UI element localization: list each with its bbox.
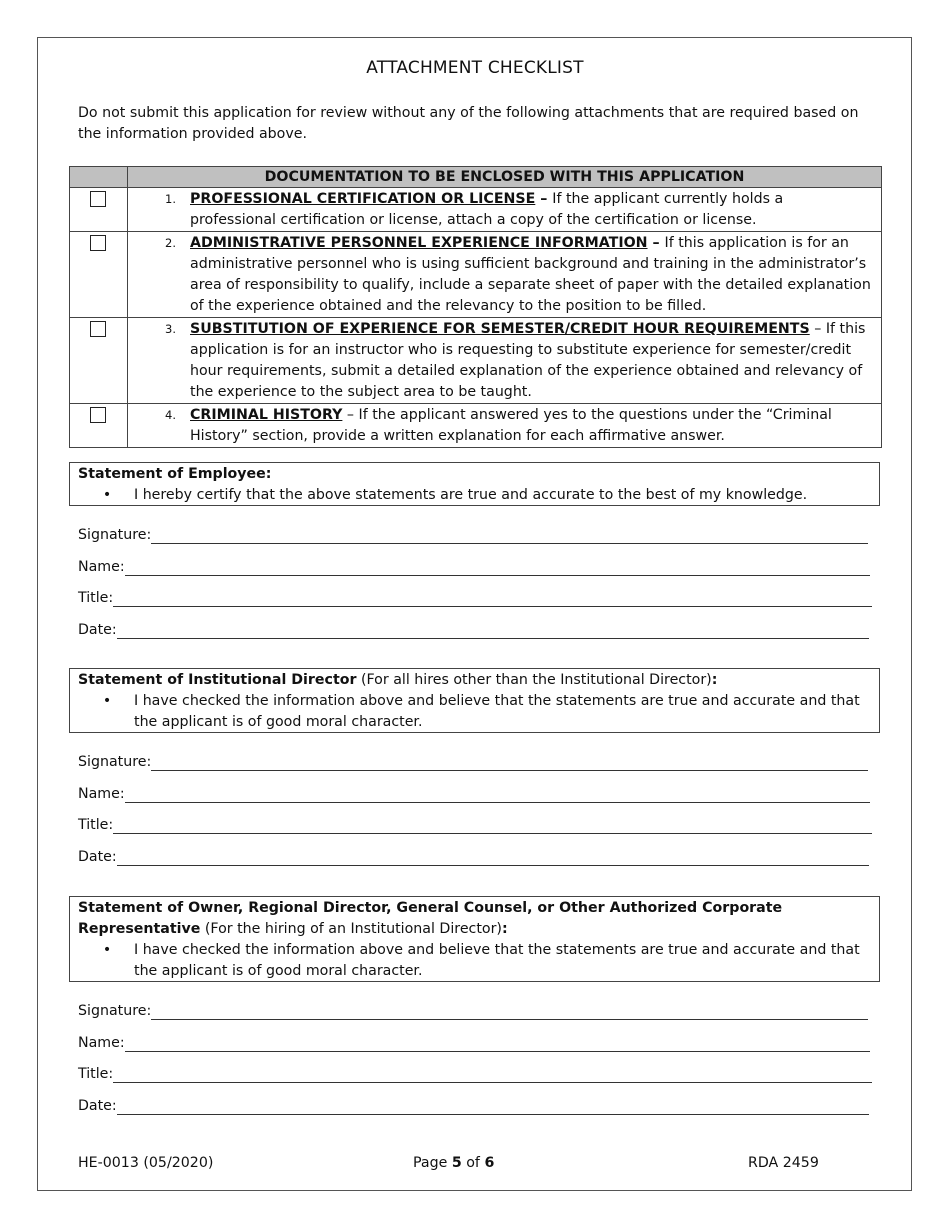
director-date-field[interactable]: Date: — [78, 848, 869, 866]
name-line[interactable] — [125, 561, 870, 576]
employee-title-field[interactable]: Title: — [78, 589, 872, 607]
table-header: DOCUMENTATION TO BE ENCLOSED WITH THIS APPLICATION — [128, 167, 882, 188]
documentation-table — [69, 166, 882, 448]
item-description: If the applicant currently holds a professional certification or license, attach a copy of the certification or license. — [190, 191, 784, 228]
bullet-icon: • — [102, 693, 112, 709]
title-line[interactable] — [113, 1068, 872, 1083]
item-description: If the applicant answered yes to the questions under the “Criminal History” section, provide a written explanation for each affirmative answer. — [190, 407, 832, 444]
item-text: ADMINISTRATIVE PERSONNEL EXPERIENCE INFORMATION – If this application is for an administrative personnel who is using sufficient background and training in the administrator’s area of responsibility to qualify, include a separate sheet of paper with the detailed explanation of the experience obtained and the relevancy to the position to be filled. — [190, 235, 871, 314]
employee-statement-heading: Statement of Employee: — [78, 466, 272, 482]
table-row — [70, 318, 882, 404]
item-title: PROFESSIONAL CERTIFICATION OR LICENSE — [190, 191, 536, 207]
signature-line[interactable] — [151, 529, 868, 544]
checkbox-item-4[interactable] — [90, 407, 106, 423]
director-statement-text: I have checked the information above and believe that the statements are true and accurate and that the applicant is of good moral character. — [134, 693, 860, 730]
owner-title-field[interactable]: Title: — [78, 1065, 872, 1083]
page-title: ATTACHMENT CHECKLIST — [366, 58, 584, 78]
owner-statement-note: (For the hiring of an Institutional Director) — [200, 921, 502, 937]
item-title: ADMINISTRATIVE PERSONNEL EXPERIENCE INFORMATION — [190, 235, 648, 251]
director-name-field[interactable]: Name: — [78, 785, 870, 803]
owner-statement-text: I have checked the information above and believe that the statements are true and accurate and that the applicant is of good moral character. — [134, 942, 860, 979]
employee-signature-field[interactable]: Signature: — [78, 526, 868, 544]
item-number: 4. — [165, 408, 176, 422]
date-line[interactable] — [117, 1100, 869, 1115]
bullet-icon: • — [102, 487, 112, 503]
title-line[interactable] — [113, 819, 872, 834]
table-row — [70, 404, 882, 448]
checkbox-item-2[interactable] — [90, 235, 106, 251]
table-row — [70, 232, 882, 318]
item-title: CRIMINAL HISTORY — [190, 407, 343, 423]
item-text: CRIMINAL HISTORY – If the applicant answered yes to the questions under the “Criminal History” section, provide a written explanation for each affirmative answer. — [190, 407, 832, 444]
checkbox-item-1[interactable] — [90, 191, 106, 207]
item-description: If this application is for an administrative personnel who is using sufficient background and training in the administrator’s area of responsibility to qualify, include a separate sheet of paper with the detailed explanation of the experience obtained and the relevancy to the position to be filled. — [190, 235, 871, 314]
director-statement-heading: Statement of Institutional Director — [78, 672, 357, 688]
director-title-field[interactable]: Title: — [78, 816, 872, 834]
name-line[interactable] — [125, 1037, 870, 1052]
director-statement-note: (For all hires other than the Institutional Director) — [356, 672, 712, 688]
table-row — [70, 188, 882, 232]
owner-statement-heading: Statement of Owner, Regional Director, General Counsel, or Other Authorized Corporate Representative — [78, 900, 783, 937]
employee-name-field[interactable]: Name: — [78, 558, 870, 576]
item-number: 1. — [165, 192, 176, 206]
date-line[interactable] — [117, 851, 869, 866]
item-text: PROFESSIONAL CERTIFICATION OR LICENSE – If the applicant currently holds a professional certification or license, attach a copy of the certification or license. — [190, 191, 784, 228]
date-line[interactable] — [117, 624, 869, 639]
item-number: 2. — [165, 236, 176, 250]
intro-text: Do not submit this application for review without any of the following attachments that are required based on the information provided above. — [78, 105, 859, 142]
bullet-icon: • — [102, 942, 112, 958]
owner-date-field[interactable]: Date: — [78, 1097, 869, 1115]
signature-line[interactable] — [151, 756, 868, 771]
director-statement-box: Statement of Institutional Director (For all hires other than the Institutional Director): • I have checked the information above and believe that the statements are true and accurate and that the applicant is of good moral character. — [69, 668, 880, 733]
owner-signature-field[interactable]: Signature: — [78, 1002, 868, 1020]
rda-number: RDA 2459 — [748, 1155, 819, 1171]
employee-statement-text: I hereby certify that the above statements are true and accurate to the best of my knowledge. — [134, 487, 808, 503]
item-text: SUBSTITUTION OF EXPERIENCE FOR SEMESTER/CREDIT HOUR REQUIREMENTS – If this application is for an instructor who is requesting to substitute experience for semester/credit hour requirements, submit a detailed explanation of the experience obtained and relevancy of the experience to the subject area to be taught. — [190, 321, 866, 400]
page-number: Page 5 of 6 — [413, 1155, 495, 1171]
owner-statement-box: Statement of Owner, Regional Director, General Counsel, or Other Authorized Corporate Representative (For the hiring of an Institutional Director): • I have checked the information above and believe that the statements are true and accurate and that the applicant is of good moral character. — [69, 896, 880, 982]
owner-name-field[interactable]: Name: — [78, 1034, 870, 1052]
employee-date-field[interactable]: Date: — [78, 621, 869, 639]
form-id: HE-0013 (05/2020) — [78, 1155, 214, 1171]
name-line[interactable] — [125, 788, 870, 803]
employee-statement-box — [69, 462, 880, 506]
item-description: If this application is for an instructor who is requesting to substitute experience for semester/credit hour requirements, submit a detailed explanation of the experience obtained and relevancy of the experience to the subject area to be taught. — [190, 321, 866, 400]
signature-line[interactable] — [151, 1005, 868, 1020]
director-signature-field[interactable]: Signature: — [78, 753, 868, 771]
table-header-row — [70, 167, 882, 188]
checkbox-column-header — [70, 167, 128, 188]
item-number: 3. — [165, 322, 176, 336]
title-line[interactable] — [113, 592, 872, 607]
item-title: SUBSTITUTION OF EXPERIENCE FOR SEMESTER/CREDIT HOUR REQUIREMENTS — [190, 321, 810, 337]
checkbox-item-3[interactable] — [90, 321, 106, 337]
